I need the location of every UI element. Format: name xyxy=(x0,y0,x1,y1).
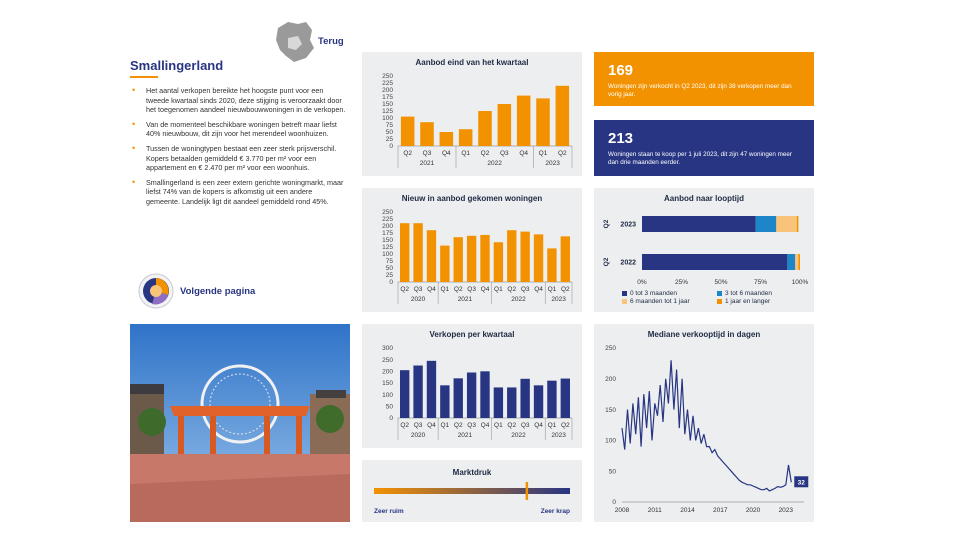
x-tick-label: 2023 xyxy=(778,507,794,514)
chart-title: Verkopen per kwartaal xyxy=(429,330,515,339)
x-tick-label: Q4 xyxy=(534,286,543,293)
bar xyxy=(413,223,422,282)
y-tick-label: 300 xyxy=(382,345,393,353)
bullet-item: • Tussen de woningtypen bestaat een zeer sterk prijsverschil. Kopers betaalden gemiddeld € 3.770 per m² voor een appartement en € 2.470 per m² voor een woonhuis. xyxy=(130,144,348,173)
bar xyxy=(480,235,489,282)
stacked-segment xyxy=(797,216,799,232)
y-tick-label: 75 xyxy=(385,122,393,130)
x-tick-label: 0% xyxy=(637,279,647,286)
y-tick-label: 100 xyxy=(382,115,393,123)
x-tick-label: Q3 xyxy=(520,286,530,293)
y-tick-label: 0 xyxy=(389,415,393,423)
y-tick-label: 125 xyxy=(382,108,393,116)
x-tick-label: Q3 xyxy=(422,150,432,157)
group-label: 2023 xyxy=(551,296,566,303)
bar xyxy=(547,381,556,418)
marktdruk-panel xyxy=(362,460,582,522)
kpi-verkopen xyxy=(594,52,814,106)
bar xyxy=(534,385,543,418)
chart-title: Aanbod naar looptijd xyxy=(664,194,744,203)
marktdruk-marker xyxy=(526,482,529,500)
bar xyxy=(494,387,503,418)
stacked-segment xyxy=(642,216,756,232)
y-tick-label: 150 xyxy=(382,101,393,109)
y-tick-label: 225 xyxy=(382,80,393,88)
group-label: 2022 xyxy=(511,432,526,439)
legend-item: 1 jaar en langer xyxy=(717,298,770,305)
bar xyxy=(547,248,556,282)
chart-panel-nieuw-aanbod xyxy=(362,188,582,312)
marktdruk-gauge xyxy=(362,460,582,522)
x-tick-label: Q2 xyxy=(560,422,570,429)
x-tick-label: 75% xyxy=(753,279,768,286)
marktdruk-left-label: Zeer ruim xyxy=(374,508,404,515)
last-value-label: 32 xyxy=(797,479,805,487)
bar xyxy=(520,232,529,282)
x-tick-label: Q4 xyxy=(480,422,490,429)
town-photo xyxy=(130,324,350,522)
kpi-aanbod xyxy=(594,120,814,176)
x-tick-label: Q4 xyxy=(427,286,436,293)
x-tick-label: Q4 xyxy=(480,286,490,293)
bullet-item: • Smallingerland is een zeer extern gerichte woningmarkt, maar liefst 74% van de kopers is afkomstig uit een andere gemeente. Landelijk ligt dit aandeel gemiddeld rond 45%. xyxy=(130,178,348,207)
region-map-icon xyxy=(272,18,318,64)
region-title: Smallingerland xyxy=(130,58,224,73)
bar xyxy=(454,237,463,282)
y-tick-label: 250 xyxy=(382,73,393,81)
bar xyxy=(459,129,473,146)
y-tick-label: 125 xyxy=(382,244,393,252)
bar xyxy=(561,379,570,418)
bar xyxy=(561,236,570,282)
chart-panel-verkopen xyxy=(362,324,582,448)
chart-title: Nieuw in aanbod gekomen woningen xyxy=(401,194,543,203)
bar xyxy=(427,230,436,282)
group-label: 2022 xyxy=(511,296,526,303)
y-tick-label: 175 xyxy=(382,94,393,102)
x-tick-label: 2008 xyxy=(614,507,630,514)
x-tick-label: Q1 xyxy=(440,286,450,293)
chart-panel-aanbod xyxy=(362,52,582,176)
x-tick-label: Q4 xyxy=(519,150,529,157)
stacked-segment xyxy=(787,254,795,270)
bar xyxy=(454,378,463,418)
group-label: 2020 xyxy=(410,432,426,439)
x-tick-label: Q2 xyxy=(507,286,517,293)
y-tick-label: 50 xyxy=(385,265,393,273)
x-tick-label: Q2 xyxy=(453,286,463,293)
bar xyxy=(494,242,503,282)
bar xyxy=(498,104,512,146)
group-label: 2021 xyxy=(419,160,435,167)
legend-item: 6 maanden tot 1 jaar xyxy=(622,298,717,305)
category-label: 2023 xyxy=(620,221,636,229)
x-tick-label: Q2 xyxy=(507,422,517,429)
x-tick-label: Q2 xyxy=(453,422,463,429)
x-tick-label: Q3 xyxy=(467,286,476,293)
x-tick-label: Q3 xyxy=(413,286,423,293)
y-tick-label: 0 xyxy=(389,279,393,287)
y-tick-label: 0 xyxy=(612,499,616,507)
stacked-segment xyxy=(642,254,787,270)
bar xyxy=(440,385,449,418)
verkopen-bar-chart xyxy=(362,324,582,448)
x-tick-label: Q1 xyxy=(440,422,450,429)
title-underline xyxy=(130,76,158,78)
y-tick-label: 200 xyxy=(382,223,393,231)
stacked-segment xyxy=(798,254,800,270)
group-label: 2023 xyxy=(551,432,566,439)
category-prefix: Q2 xyxy=(603,219,610,229)
marktdruk-right-label: Zeer krap xyxy=(540,508,570,515)
y-tick-label: 50 xyxy=(385,403,393,411)
bar xyxy=(427,361,436,418)
bar xyxy=(467,373,476,419)
x-tick-label: 25% xyxy=(674,279,689,286)
x-tick-label: 2014 xyxy=(680,507,695,514)
y-tick-label: 75 xyxy=(385,258,393,266)
legend-item: 0 tot 3 maanden xyxy=(622,290,717,297)
x-tick-label: 2011 xyxy=(647,507,662,514)
x-tick-label: Q2 xyxy=(480,150,490,157)
category-prefix: Q2 xyxy=(603,257,610,267)
group-label: 2023 xyxy=(545,160,560,167)
y-tick-label: 0 xyxy=(389,143,393,151)
stacked-segment xyxy=(776,216,797,232)
y-tick-label: 250 xyxy=(382,209,393,217)
x-tick-label: 2020 xyxy=(745,507,761,514)
x-tick-label: Q3 xyxy=(520,422,530,429)
next-page-icon[interactable] xyxy=(138,273,174,309)
legend-item: 3 tot 6 maanden xyxy=(717,290,772,297)
x-tick-label: 50% xyxy=(714,279,728,286)
bar xyxy=(401,117,415,146)
y-tick-label: 150 xyxy=(382,237,393,245)
x-tick-label: 2017 xyxy=(713,507,728,514)
x-tick-label: Q2 xyxy=(560,286,570,293)
line-series xyxy=(622,360,791,491)
y-tick-label: 50 xyxy=(608,468,616,476)
x-tick-label: Q3 xyxy=(499,150,509,157)
y-tick-label: 150 xyxy=(605,406,616,414)
y-tick-label: 25 xyxy=(385,272,393,280)
y-tick-label: 100 xyxy=(382,251,393,259)
y-tick-label: 175 xyxy=(382,230,393,238)
x-tick-label: Q1 xyxy=(461,150,471,157)
bar xyxy=(400,223,409,282)
x-tick-label: Q2 xyxy=(400,286,410,293)
next-page-link[interactable]: Volgende pagina xyxy=(180,286,256,297)
bar xyxy=(520,379,529,418)
bar xyxy=(420,122,434,146)
bar xyxy=(440,132,454,146)
bar xyxy=(478,111,492,146)
kpi-text: Woningen staan te koop per 1 juli 2023, dit zijn 47 woningen meer dan drie maanden eerder. xyxy=(608,151,793,166)
x-tick-label: 100% xyxy=(791,279,809,286)
x-tick-label: Q1 xyxy=(494,286,503,293)
looptijd-legend xyxy=(622,290,812,305)
marktdruk-title: Marktdruk xyxy=(452,468,492,477)
x-tick-label: Q4 xyxy=(427,422,436,429)
kpi-text: Woningen zijn verkocht in Q2 2023, dit zijn 38 verkopen meer dan vorig jaar. xyxy=(608,83,792,98)
bar xyxy=(480,371,489,418)
kpi-value: 213 xyxy=(608,130,634,147)
bar xyxy=(507,387,516,418)
back-link[interactable]: Terug xyxy=(318,36,344,47)
group-label: 2021 xyxy=(457,432,473,439)
x-tick-label: Q1 xyxy=(547,286,557,293)
x-tick-label: Q4 xyxy=(441,150,451,157)
bar xyxy=(467,236,476,282)
x-tick-label: Q3 xyxy=(467,422,476,429)
chart-title: Aanbod eind van het kwartaal xyxy=(415,58,529,67)
y-tick-label: 100 xyxy=(605,437,616,445)
x-tick-label: Q1 xyxy=(494,422,503,429)
kpi-value: 169 xyxy=(608,62,634,79)
group-label: 2021 xyxy=(457,296,473,303)
x-tick-label: Q1 xyxy=(538,150,548,157)
x-tick-label: Q3 xyxy=(413,422,423,429)
bar xyxy=(536,98,550,146)
x-tick-label: Q2 xyxy=(557,150,567,157)
stacked-segment xyxy=(756,216,777,232)
bar xyxy=(556,86,570,146)
chart-panel-verkooptijd xyxy=(594,324,814,522)
verkooptijd-line-chart xyxy=(594,324,814,522)
group-label: 2022 xyxy=(487,160,502,167)
y-tick-label: 50 xyxy=(385,129,393,137)
y-tick-label: 200 xyxy=(605,376,616,383)
y-tick-label: 225 xyxy=(382,216,393,224)
bar xyxy=(413,366,422,419)
y-tick-label: 25 xyxy=(385,136,393,144)
chart-title: Mediane verkooptijd in dagen xyxy=(647,330,761,339)
nieuw-aanbod-bar-chart xyxy=(362,188,582,312)
y-tick-label: 250 xyxy=(605,345,616,353)
x-tick-label: Q1 xyxy=(547,422,557,429)
group-label: 2020 xyxy=(410,296,426,303)
y-tick-label: 200 xyxy=(382,368,393,376)
x-tick-label: Q2 xyxy=(403,150,413,157)
y-tick-label: 250 xyxy=(382,356,393,364)
category-label: 2022 xyxy=(620,259,636,267)
y-tick-label: 100 xyxy=(382,391,393,399)
bullet-item: • Van de momenteel beschikbare woningen betreft maar liefst 40% nieuwbouw, dit zijn voor het merendeel woonhuizen. xyxy=(130,120,348,139)
bar xyxy=(400,370,409,418)
x-tick-label: Q2 xyxy=(400,422,410,429)
y-tick-label: 200 xyxy=(382,87,393,95)
x-tick-label: Q4 xyxy=(534,422,543,429)
bar xyxy=(517,96,531,146)
bar xyxy=(534,234,543,282)
stacked-segment xyxy=(795,254,798,270)
chart-panel-looptijd xyxy=(594,188,814,312)
bar xyxy=(440,246,449,282)
aanbod-bar-chart xyxy=(362,52,582,176)
bar xyxy=(507,230,516,282)
bullet-list xyxy=(130,86,348,212)
y-tick-label: 150 xyxy=(382,380,393,388)
bullet-item: • Het aantal verkopen bereikte het hoogste punt voor een tweede kwartaal sinds 2020, deze stijging is veroorzaakt door het toegenomen aandeel nieuwbouwwoningen in de verkopen. xyxy=(130,86,348,115)
